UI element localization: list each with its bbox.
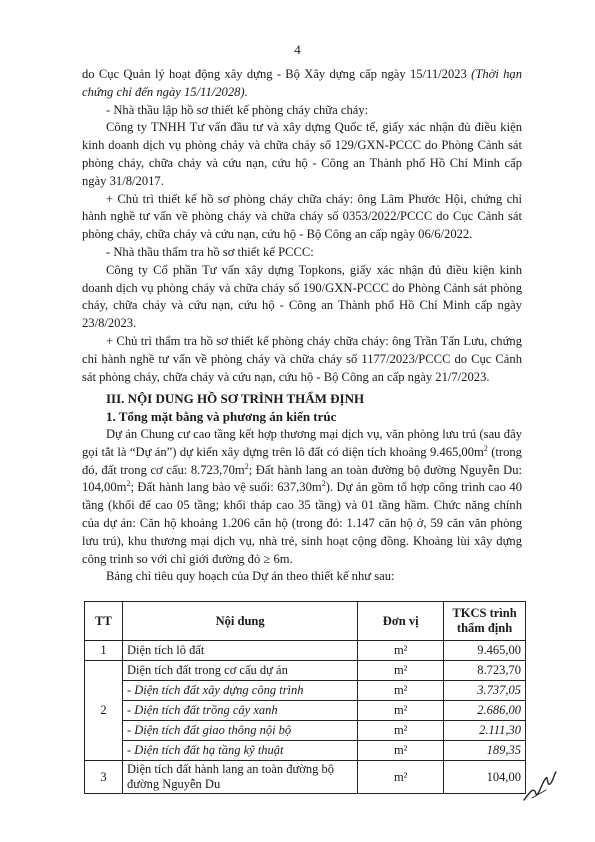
superscript: 2 — [321, 479, 326, 489]
license-issuer-text: do Cục Quản lý hoạt động xây dựng - Bộ Xây dựng cấp ngày 15/11/2023 — [82, 67, 472, 81]
cell-unit: m² — [358, 681, 444, 701]
cell-content: - Diện tích đất trồng cây xanh — [122, 701, 357, 721]
cell-value: 9.465,00 — [444, 641, 526, 661]
header-content: Nội dung — [122, 602, 357, 641]
paragraph-project-description — [82, 426, 522, 568]
cell-content: - Diện tích đất hạ tầng kỹ thuật — [122, 741, 357, 761]
signature-mark — [520, 768, 560, 804]
superscript: 2 — [483, 443, 488, 453]
paragraph-review-contractor: Công ty Cổ phần Tư vấn xây dựng Topkons, giấy xác nhận đủ điều kiện kinh doanh dịch vụ phòng cháy và chữa cháy số 190/GXN-PCCC do Phòng Cảnh sát phòng cháy, chữa cháy và cứu nạn, cứu hộ - Công an Thành phố Hồ Chí Minh cấp ngày 23/8/2023. — [82, 262, 522, 331]
planning-indicators-table — [84, 601, 526, 794]
table-row — [85, 741, 526, 761]
subsection-heading: 1. Tổng mặt bằng và phương án kiến trúc — [106, 409, 337, 425]
cell-value: 189,35 — [444, 741, 526, 761]
table-row — [85, 721, 526, 741]
table-row — [85, 761, 526, 794]
table-row — [85, 681, 526, 701]
section-heading: III. NỘI DUNG HỒ SƠ TRÌNH THẨM ĐỊNH — [106, 391, 365, 407]
table-header-row — [85, 602, 526, 641]
cell-unit: m² — [358, 641, 444, 661]
cell-value: 8.723,70 — [444, 661, 526, 681]
project-desc-part: (trong đó, đất trong cơ cấu: 8.723,70m — [82, 444, 522, 477]
paragraph-fire-design-contractor-label: - Nhà thầu lập hồ sơ thiết kế phòng cháy chữa cháy: — [106, 102, 369, 117]
cell-value: 2.111,30 — [444, 721, 526, 741]
cell-unit: m² — [358, 761, 444, 794]
cell-value: 104,00 — [444, 761, 526, 794]
table-row — [85, 661, 526, 681]
cell-tt: 2 — [85, 661, 123, 761]
project-desc-part: ). Dự án gồm tổ hợp công trình cao 40 tầng (khối đế cao 05 tầng; khối tháp cao 35 tầng) và 01 tầng hầm. Chức năng chính của dự án: Căn hộ khoảng 1.206 căn hộ (trong đó: 1.147 căn hộ ở, 59 căn văn phòng lưu trú), khu thương mại dịch vụ, nhà trẻ, sinh hoạt cộng đồng. Khoảng lùi xây dựng công trình so với chỉ giới đường đỏ ≥ 6m. — [82, 480, 522, 566]
cell-value: 3.737,05 — [444, 681, 526, 701]
page-number: 4 — [294, 42, 301, 57]
header-tt: TT — [85, 602, 123, 641]
superscript: 2 — [244, 461, 249, 471]
paragraph-review-contractor-label: - Nhà thầu thẩm tra hồ sơ thiết kế PCCC: — [106, 244, 314, 259]
document-body — [82, 66, 522, 586]
cell-content: - Diện tích đất xây dựng công trình — [122, 681, 357, 701]
license-validity-note: (Thời hạn chứng chỉ đến ngày 15/11/2028). — [82, 67, 522, 99]
paragraph-review-lead: + Chủ trì thẩm tra hồ sơ thiết kế phòng cháy chữa cháy: ông Trần Tấn Lưu, chứng chỉ hành nghề tư vấn về phòng cháy và chữa cháy số 1177/2023/PCCC do Cục Cảnh sát phòng cháy, chữa cháy và cứu nạn, cứu hộ - Bộ Công an cấp ngày 21/7/2023. — [82, 333, 522, 384]
cell-unit: m² — [358, 661, 444, 681]
header-unit: Đơn vị — [358, 602, 444, 641]
table-row — [85, 641, 526, 661]
cell-content: Diện tích lô đất — [122, 641, 357, 661]
cell-content: Diện tích đất trong cơ cấu dự án — [122, 661, 357, 681]
cell-unit: m² — [358, 741, 444, 761]
paragraph-fire-design-contractor: Công ty TNHH Tư vấn đầu tư và xây dựng Quốc tế, giấy xác nhận đủ điều kiện kinh doanh dịch vụ phòng cháy và chữa cháy số 129/GXN-PCCC do Phòng Cảnh sát phòng cháy, chữa cháy và cứu nạn, cứu hộ - Công an Thành phố Hồ Chí Minh cấp ngày 31/8/2017. — [82, 120, 522, 188]
project-desc-part: ; Đất hành lang an toàn đường bộ đường Nguyễn Du: 104,00m — [82, 462, 522, 495]
paragraph-license-issuer — [82, 66, 522, 102]
table-row — [85, 701, 526, 721]
cell-content: Diện tích đất hành lang an toàn đường bộ đường Nguyễn Du — [122, 761, 357, 794]
paragraph-fire-design-lead: + Chủ trì thiết kế hồ sơ phòng cháy chữa cháy: ông Lâm Phước Hội, chứng chỉ hành nghề tư vấn về phòng cháy và chữa cháy số 0353/2022/PCCC do Cục Cảnh sát phòng cháy, chữa cháy và cứu nạn, cứu hộ - Bộ Công an cấp ngày 06/6/2022. — [82, 191, 522, 242]
cell-tt: 1 — [85, 641, 123, 661]
paragraph-table-intro: Bảng chỉ tiêu quy hoạch của Dự án theo thiết kế như sau: — [106, 569, 395, 584]
superscript: 2 — [126, 479, 131, 489]
cell-value: 2.686,00 — [444, 701, 526, 721]
cell-content: - Diện tích đất giao thông nội bộ — [122, 721, 357, 741]
project-desc-part: ; Đất hành lang bảo vệ suối: 637,30m — [130, 480, 322, 495]
cell-tt: 3 — [85, 761, 123, 794]
header-value: TKCS trình thẩm định — [444, 602, 526, 641]
project-desc-part: Dự án Chung cư cao tầng kết hợp thương mại dịch vụ, văn phòng lưu trú (sau đây gọi tắt là “Dự án”) dự kiến xây dựng trên lô đất có diện tích khoảng 9.465,00m — [82, 426, 522, 459]
cell-unit: m² — [358, 701, 444, 721]
cell-unit: m² — [358, 721, 444, 741]
